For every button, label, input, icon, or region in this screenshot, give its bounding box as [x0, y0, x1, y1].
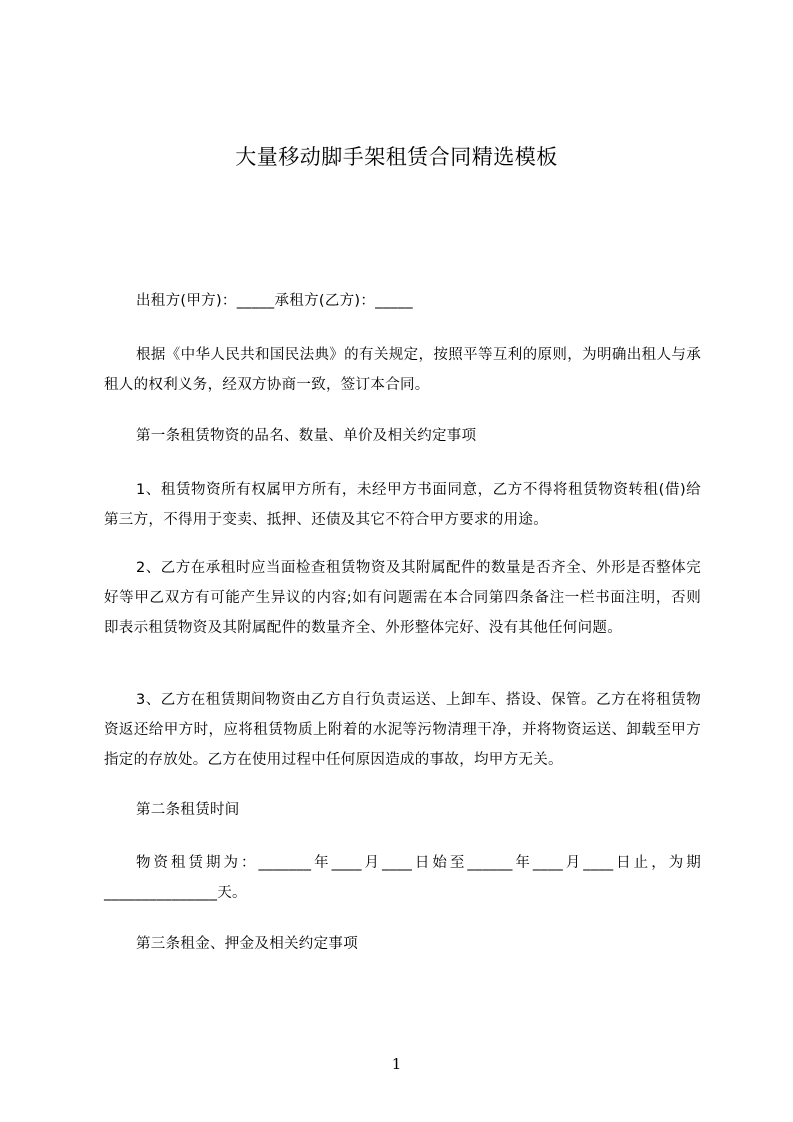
article-1-heading: 第一条租赁物资的品名、数量、单价及相关约定事项: [136, 428, 477, 444]
article-1-clause-2: 2、乙方在承租时应当面检查租赁物资及其附属配件的数量是否齐全、外形是否整体完好等甲乙双方有可能产生异议的内容;如有问题需在本合同第四条备注一栏书面注明，否则即表示租赁物资及其附属配件的数量齐全、外形整体完好、没有其他任何问题。: [104, 560, 701, 636]
article-2-heading: 第二条租赁时间: [136, 802, 240, 818]
article-1-clause-3: 3、乙方在租赁期间物资由乙方自行负责运送、上卸车、搭设、保管。乙方在将租赁物资返还给甲方时，应将租赁物质上附着的水泥等污物清理干净，并将物资运送、卸载至甲方指定的存放处。乙方在使用过程中任何原因造成的事故，均甲方无关。: [104, 692, 701, 768]
page-number: 1: [391, 1055, 402, 1073]
party-line: 出租方(甲方)：_____承租方(乙方)：_____: [136, 293, 413, 309]
document-title: 大量移动脚手架租赁合同精选模板: [235, 145, 558, 169]
lease-period-paragraph: 物资租赁期为：_______年____月____日始至______年____月____日止，为期_______________天。: [104, 855, 701, 901]
article-1-clause-1: 1、租赁物资所有权属甲方所有，未经甲方书面同意，乙方不得将租赁物资转租(借)给第三方，不得用于变卖、抵押、还债及其它不符合甲方要求的用途。: [104, 482, 701, 528]
preamble-paragraph: 根据《中华人民共和国民法典》的有关规定，按照平等互利的原则，为明确出租人与承租人的权利义务，经双方协商一致，签订本合同。: [104, 347, 701, 393]
article-3-heading: 第三条租金、押金及相关约定事项: [136, 936, 358, 952]
